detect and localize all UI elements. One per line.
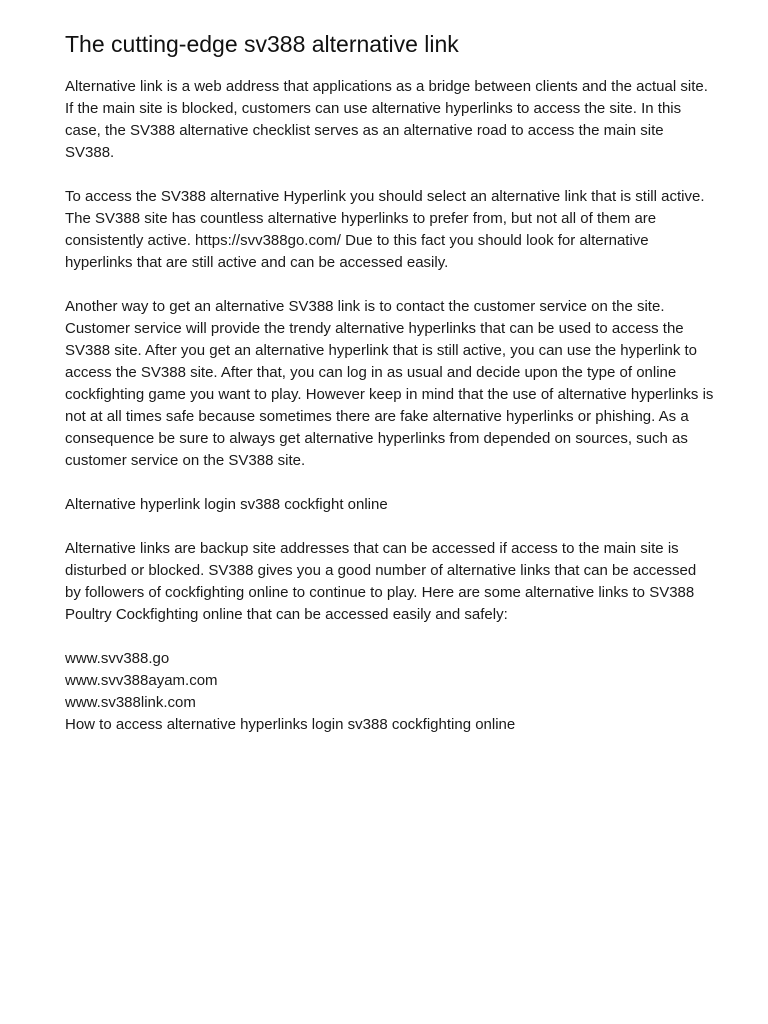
- document-title: The cutting-edge sv388 alternative link: [65, 31, 459, 57]
- paragraph-intro: Alternative link is a web address that applications as a bridge between clients and the actual site. If the main site is blocked, customers can use alternative hyperlinks to access the site. In this case, the SV388 alternative checklist serves as an alternative road to access the main site SV388.: [65, 78, 708, 161]
- paragraph-access: To access the SV388 alternative Hyperlink you should select an alternative link that is still active. The SV388 site has countless alternative hyperlinks to prefer from, but not all of them are consistently active. https://svv388go.com/ Due to this fact you should look for alternative hyperlinks that are still active and can be accessed easily.: [65, 188, 705, 271]
- paragraph-customer-service: Another way to get an alternative SV388 link is to contact the customer service on the site. Customer service will provide the trendy alternative hyperlinks that can be used to access the SV388 site. After you get an alternative hyperlink that is still active, you can use the hyperlink to access the SV388 site. After that, you can log in as usual and decide upon the type of online cockfighting game you want to play. However keep in mind that the use of alternative hyperlinks is not at all times safe because sometimes there are fake alternative hyperlinks or phishing. As a consequence be sure to always get alternative hyperlinks from depended on sources, such as customer service on the SV388 site.: [65, 298, 714, 469]
- link-list: [65, 648, 715, 736]
- link-item: www.sv388link.com: [65, 694, 196, 711]
- subheading-login: Alternative hyperlink login sv388 cockfight online: [65, 496, 388, 513]
- paragraph-backup-links: Alternative links are backup site addresses that can be accessed if access to the main site is disturbed or blocked. SV388 gives you a good number of alternative links that can be accessed by followers of cockfighting online to continue to play. Here are some alternative links to SV388 Poultry Cockfighting online that can be accessed easily and safely:: [65, 540, 697, 623]
- closing-line: How to access alternative hyperlinks login sv388 cockfighting online: [65, 716, 516, 733]
- document-page: [65, 30, 715, 736]
- link-item: www.svv388.go: [65, 650, 170, 667]
- link-item: www.svv388ayam.com: [65, 672, 218, 689]
